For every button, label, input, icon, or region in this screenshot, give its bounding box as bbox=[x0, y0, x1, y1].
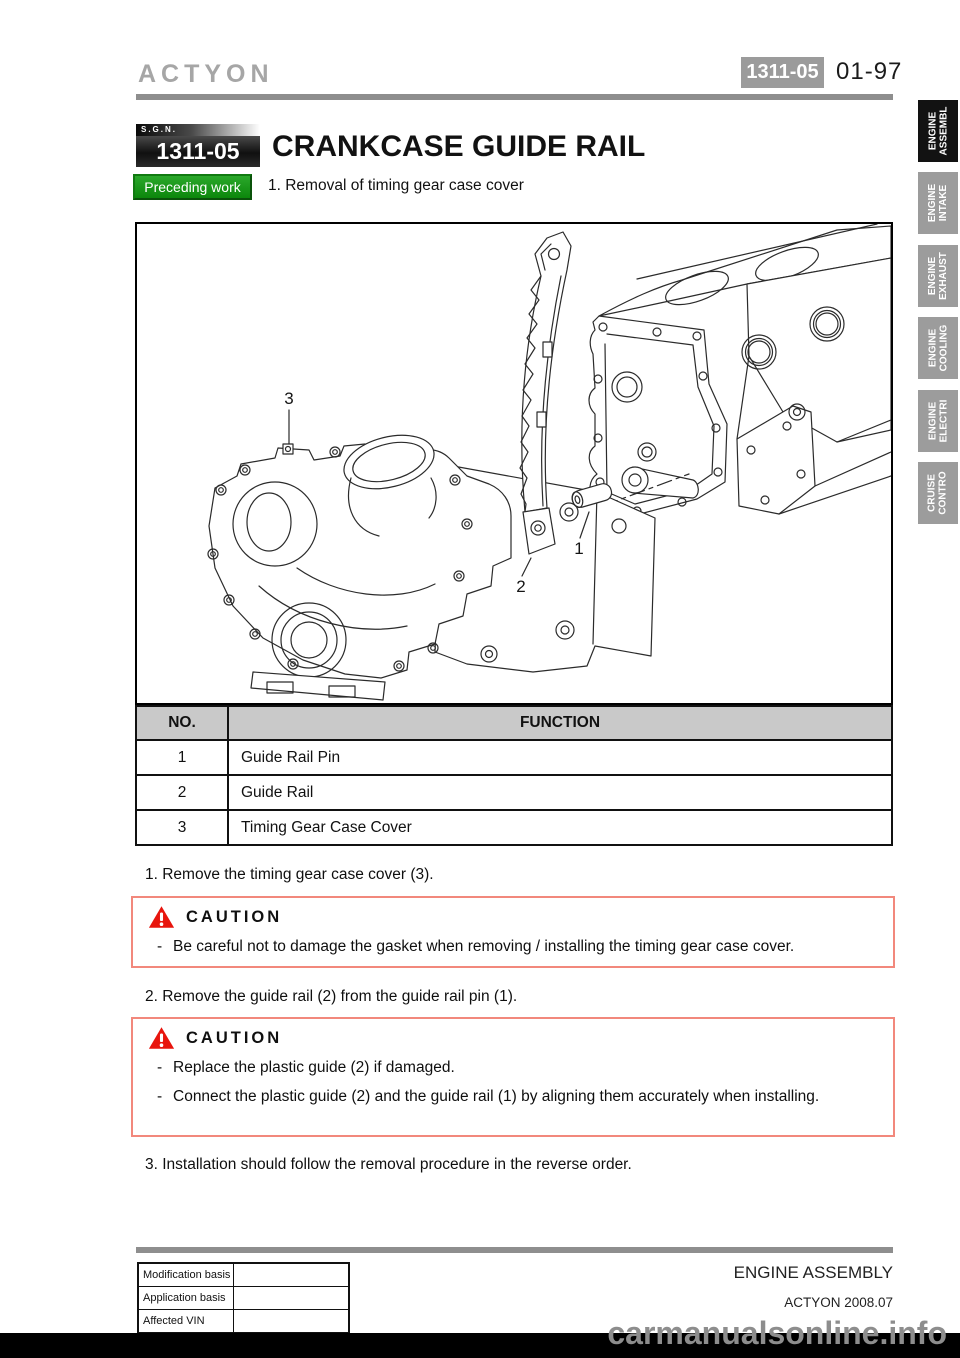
parts-diagram bbox=[137, 224, 891, 703]
sidebar-tab-cruise-control bbox=[918, 462, 958, 524]
tab-label: CRUISE bbox=[927, 474, 938, 512]
bullet-dash: - bbox=[157, 938, 163, 955]
caution-box-2 bbox=[131, 1017, 895, 1137]
bullet-dash: - bbox=[157, 1088, 163, 1105]
footer-value-cell bbox=[234, 1310, 350, 1334]
warning-triangle-icon bbox=[148, 1026, 175, 1050]
step-1-text: 1. Remove the timing gear case cover (3). bbox=[145, 866, 434, 883]
caution-item bbox=[157, 1053, 877, 1082]
page-number: 01-97 bbox=[836, 58, 903, 85]
tab-label: CONTRO bbox=[938, 471, 949, 515]
footer-info-table bbox=[137, 1262, 350, 1334]
section-code-badge: 1311-05 bbox=[136, 136, 260, 167]
tab-label: ENGINE bbox=[927, 328, 939, 368]
warning-triangle-icon bbox=[148, 905, 175, 929]
table-row bbox=[136, 775, 892, 810]
footer-doc-code: ACTYON 2008.07 bbox=[784, 1295, 893, 1310]
sidebar-tab-engine-electric bbox=[918, 390, 958, 452]
tab-label: ENGINE bbox=[927, 111, 938, 151]
sidebar-tab-engine-intake bbox=[918, 172, 958, 234]
tab-label: INTAKE bbox=[938, 184, 949, 222]
diagram-frame bbox=[135, 222, 893, 705]
caution-item-text: Replace the plastic guide (2) if damaged. bbox=[173, 1059, 455, 1076]
table-row bbox=[138, 1287, 349, 1310]
tab-label: ELECTRI bbox=[938, 399, 949, 443]
caution-item-text: Connect the plastic guide (2) and the guide rail (1) by aligning them accurately when installing. bbox=[173, 1088, 820, 1105]
part-function: Guide Rail Pin bbox=[228, 740, 892, 775]
tab-label: ENGINE bbox=[927, 401, 938, 441]
tab-label: EXHAUST bbox=[938, 252, 950, 300]
engine-block-drawing bbox=[589, 224, 891, 516]
bullet-dash: - bbox=[157, 1059, 163, 1076]
parts-table-header-row bbox=[136, 706, 892, 740]
parts-table bbox=[135, 705, 893, 846]
part-number: 1 bbox=[136, 740, 228, 775]
part-number: 3 bbox=[136, 810, 228, 845]
callout-3: 3 bbox=[284, 389, 294, 408]
callout-1: 1 bbox=[574, 539, 584, 558]
tab-label: COOLING bbox=[938, 324, 950, 372]
parts-table-header-no: NO. bbox=[136, 706, 228, 740]
callout-2: 2 bbox=[516, 577, 526, 596]
caution-box-1 bbox=[131, 896, 895, 968]
table-row bbox=[138, 1310, 349, 1334]
parts-table-header-function: FUNCTION bbox=[228, 706, 892, 740]
footer-label-modification-basis: Modification basis bbox=[138, 1263, 234, 1287]
caution-item-text: Be careful not to damage the gasket when removing / installing the timing gear case cover. bbox=[173, 938, 795, 955]
footer-label-application-basis: Application basis bbox=[138, 1287, 234, 1310]
page-title: CRANKCASE GUIDE RAIL bbox=[272, 130, 646, 163]
footer-doc-title: ENGINE ASSEMBLY bbox=[733, 1263, 893, 1282]
table-row bbox=[138, 1263, 349, 1287]
sidebar-tab-engine-assembly bbox=[918, 100, 958, 162]
caution-item bbox=[157, 1082, 877, 1111]
footer-rule bbox=[136, 1247, 893, 1253]
brand-logo: ACTYON bbox=[138, 60, 274, 88]
caution-item bbox=[157, 932, 877, 961]
footer-value-cell bbox=[234, 1263, 350, 1287]
footer-value-cell bbox=[234, 1287, 350, 1310]
table-row bbox=[136, 740, 892, 775]
step-3-text: 3. Installation should follow the removal procedure in the reverse order. bbox=[145, 1156, 632, 1173]
sgn-tag: S.G.N. bbox=[136, 124, 260, 136]
step-2-text: 2. Remove the guide rail (2) from the guide rail pin (1). bbox=[145, 988, 518, 1005]
preceding-work-badge: Preceding work bbox=[133, 174, 252, 200]
table-row bbox=[136, 810, 892, 845]
timing-cover-drawing bbox=[208, 427, 655, 700]
preceding-work-text: 1. Removal of timing gear case cover bbox=[268, 177, 524, 194]
tab-label: ASSEMBL bbox=[938, 106, 949, 156]
tab-label: ENGINE bbox=[927, 183, 938, 223]
tab-label: ENGINE bbox=[927, 256, 939, 296]
sidebar-tab-engine-exhaust bbox=[918, 245, 958, 307]
caution-title: CAUTION bbox=[186, 907, 283, 926]
sidebar-tab-engine-cooling bbox=[918, 317, 958, 379]
header-rule bbox=[136, 94, 893, 100]
part-function: Guide Rail bbox=[228, 775, 892, 810]
watermark-text: carmanualsonline.info bbox=[607, 1315, 947, 1351]
footer-label-affected-vin: Affected VIN bbox=[138, 1310, 234, 1334]
part-number: 2 bbox=[136, 775, 228, 810]
part-function: Timing Gear Case Cover bbox=[228, 810, 892, 845]
header-section-badge: 1311-05 bbox=[741, 57, 824, 88]
caution-title: CAUTION bbox=[186, 1028, 283, 1047]
